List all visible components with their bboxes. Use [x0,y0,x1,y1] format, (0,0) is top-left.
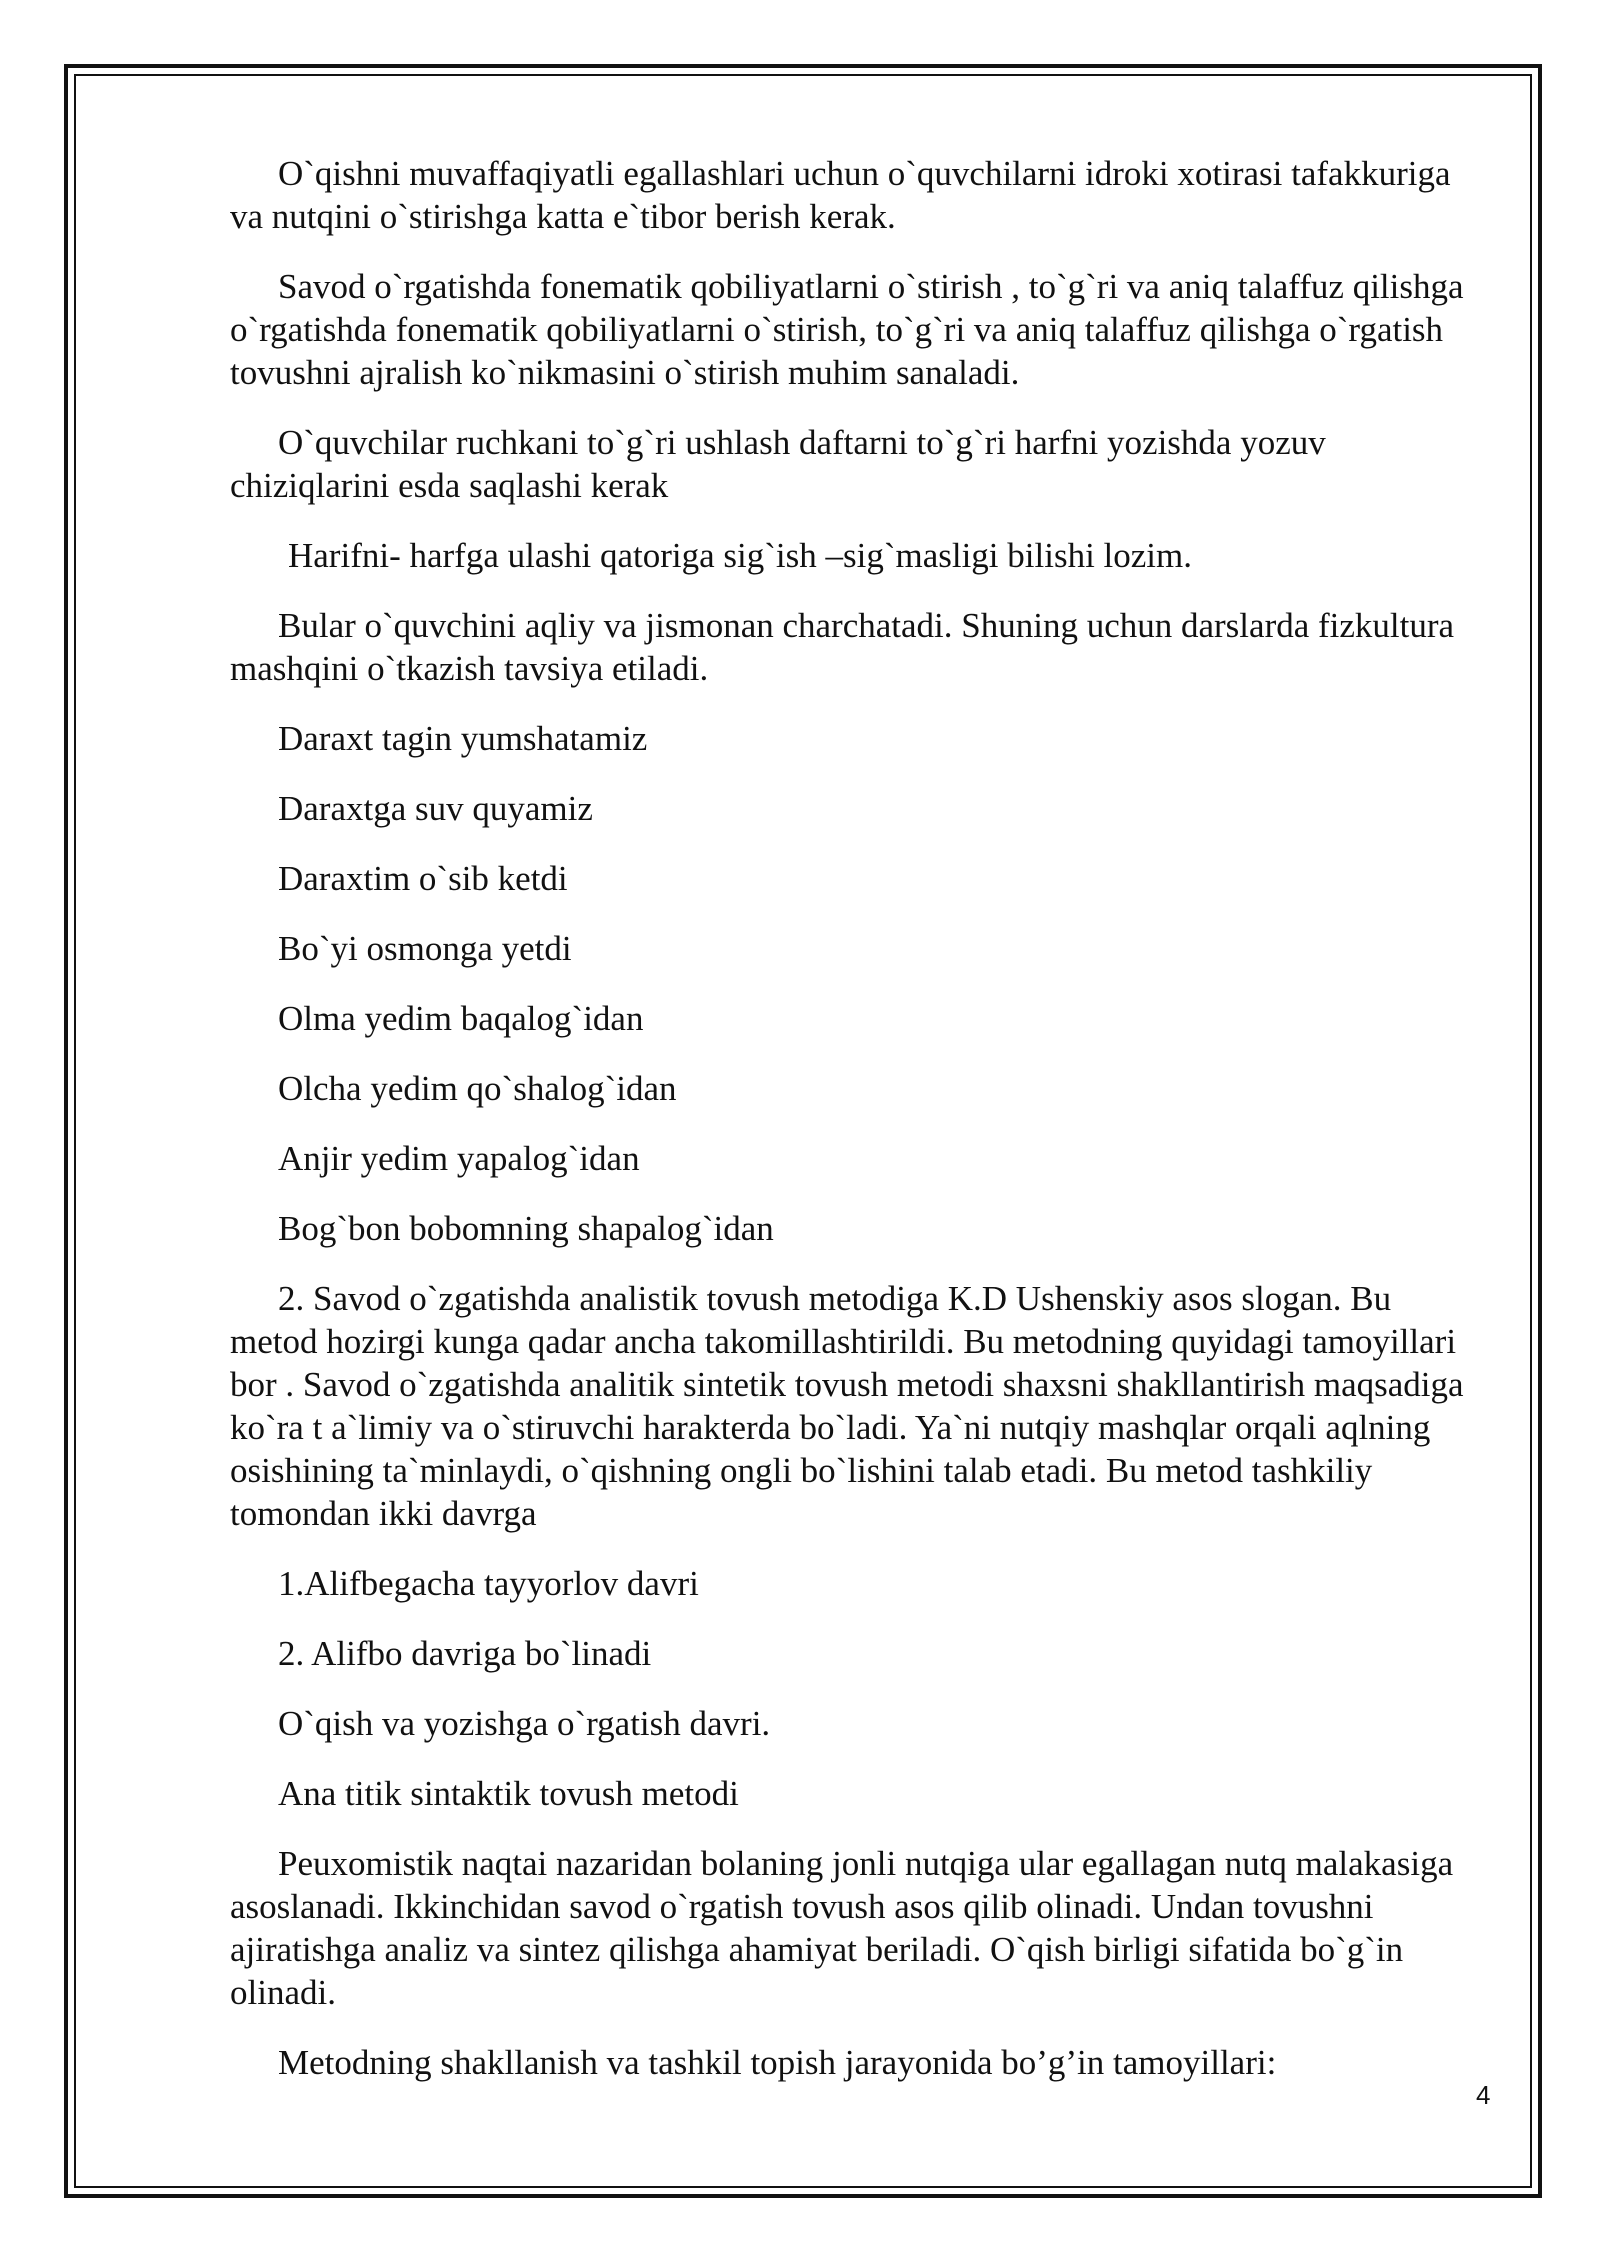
paragraph: O`qish va yozishga o`rgatish davri. [278,1704,771,1743]
poem-line: Bo`yi osmonga yetdi [278,929,572,968]
paragraph: O`quvchilar ruchkani to`g`ri ushlash daftarni to`g`ri harfni yozishda yozuv chiziqlarini esda saqlashi kerak [230,423,1326,505]
paragraph: O`qishni muvaffaqiyatli egallashlari uchun o`quvchilarni idroki xotirasi tafakkuriga va nutqini o`stirishga katta e`tibor berish kerak. [230,154,1451,236]
document-body [230,152,1480,2111]
poem-line: Olcha yedim qo`shalog`idan [278,1069,677,1108]
list-item: 1.Alifbegacha tayyorlov davri [278,1564,699,1603]
poem-line: Daraxt tagin yumshatamiz [278,719,648,758]
poem-line: Daraxtim o`sib ketdi [278,859,568,898]
paragraph: Harifni- harfga ulashi qatoriga sig`ish –sig`masligi bilishi lozim. [288,536,1193,575]
poem-line: Bog`bon bobomning shapalog`idan [278,1209,774,1248]
poem-line: Anjir yedim yapalog`idan [278,1139,640,1178]
paragraph: Bular o`quvchini aqliy va jismonan charchatadi. Shuning uchun darslarda fizkultura mashqini o`tkazish tavsiya etiladi. [230,606,1455,688]
paragraph: Ana titik sintaktik tovush metodi [278,1774,739,1813]
list-item: 2. Alifbo davriga bo`linadi [278,1634,652,1673]
page-number: 4 [1476,2080,1491,2110]
paragraph: 2. Savod o`zgatishda analistik tovush metodiga K.D Ushenskiy asos slogan. Bu metod hozirgi kunga qadar ancha takomillashtirildi. Bu metodning quyidagi tamoyillari bor . Savod o`zgatishda analitik sintetik tovush metodi shaxsni shakllantirish maqsadiga ko`ra t a`limiy va o`stiruvchi harakterda bo`ladi. Ya`ni nutqiy mashqlar orqali aqlning osishining ta`minlaydi, o`qishning ongli bo`lishini talab etadi. Bu metod tashkiliy tomondan ikki davrga [230,1279,1464,1533]
paragraph: Savod o`rgatishda fonematik qobiliyatlarni o`stirish , to`g`ri va aniq talaffuz qilishga o`rgatishda fonematik qobiliyatlarni o`stirish, to`g`ri va aniq talaffuz qilishga o`rgatish tovushni ajralish ko`nikmasini o`stirish muhim sanaladi. [230,267,1464,392]
paragraph: Metodning shakllanish va tashkil topish jarayonida bo’g’in tamoyillari: [278,2043,1277,2082]
poem-line: Olma yedim baqalog`idan [278,999,644,1038]
paragraph: Peuxomistik naqtai nazaridan bolaning jonli nutqiga ular egallagan nutq malakasiga asoslanadi. Ikkinchidan savod o`rgatish tovush asos qilib olinadi. Undan tovushni ajiratishga analiz va sintez qilishga ahamiyat beriladi. O`qish birligi sifatida bo`g`in olinadi. [230,1844,1454,2012]
poem-line: Daraxtga suv quyamiz [278,789,593,828]
